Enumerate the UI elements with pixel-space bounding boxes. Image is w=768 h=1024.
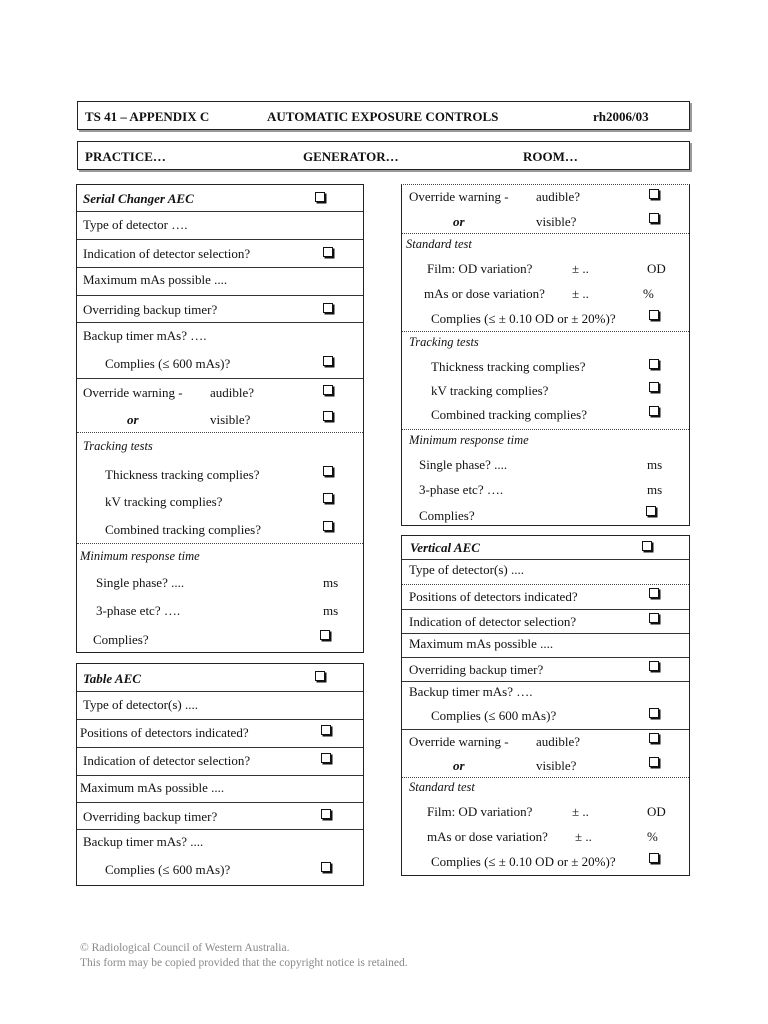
serial-override-label: Override warning - xyxy=(83,385,183,400)
cont-single-phase-label: Single phase? .... xyxy=(419,457,508,472)
form-code: TS 41 – APPENDIX C xyxy=(85,109,210,124)
vertical-visible-checkbox[interactable] xyxy=(649,757,659,767)
cont-combined-label: Combined tracking complies? xyxy=(431,407,587,422)
cont-mas-dose-label: mAs or dose variation? xyxy=(424,286,545,301)
table-complies-600-checkbox[interactable] xyxy=(321,862,331,872)
serial-audible-checkbox[interactable] xyxy=(323,385,333,395)
room-label: ROOM… xyxy=(523,149,578,164)
serial-indication-row xyxy=(77,240,363,268)
cont-thickness-label: Thickness tracking complies? xyxy=(431,359,586,374)
meta-bar xyxy=(77,141,690,170)
serial-kv-checkbox[interactable] xyxy=(323,493,333,503)
vertical-type-label: Type of detector(s) .... xyxy=(409,562,524,577)
copyright-text: © Radiological Council of Western Australia. xyxy=(80,942,290,954)
table-positions-label: Positions of detectors indicated? xyxy=(80,725,249,740)
serial-single-phase-label: Single phase? .... xyxy=(96,575,185,590)
table-enabled-checkbox[interactable] xyxy=(315,671,325,681)
serial-visible-checkbox[interactable] xyxy=(323,411,333,421)
vertical-max-mas-row xyxy=(402,634,689,658)
serial-or-label: or xyxy=(127,412,139,427)
vertical-backup-mas-row xyxy=(402,682,689,730)
vertical-indication-checkbox[interactable] xyxy=(649,613,659,623)
vertical-mas-dose-unit: % xyxy=(647,829,658,844)
vertical-indication-row xyxy=(402,610,689,634)
copy-notice-text: This form may be copied provided that the copyright notice is retained. xyxy=(80,957,408,969)
vertical-complies-600-label: Complies (≤ 600 mAs)? xyxy=(431,708,557,723)
vertical-backup-mas-label: Backup timer mAs? …. xyxy=(409,684,533,699)
table-max-mas-row xyxy=(77,776,363,803)
vertical-positions-row xyxy=(402,585,689,610)
table-title: Table AEC xyxy=(83,671,141,686)
footer xyxy=(80,941,408,971)
vertical-visible-label: visible? xyxy=(536,758,577,773)
cont-film-od-unit: OD xyxy=(647,261,666,276)
cont-tracking-heading: Tracking tests xyxy=(409,335,479,349)
vertical-enabled-checkbox[interactable] xyxy=(642,541,652,551)
cont-standard-row xyxy=(402,234,689,332)
table-indication-checkbox[interactable] xyxy=(321,753,331,763)
serial-type-label: Type of detector …. xyxy=(83,217,188,232)
cont-override-row xyxy=(402,185,689,234)
vertical-max-mas-label: Maximum mAs possible .... xyxy=(409,636,554,651)
serial-thickness-label: Thickness tracking complies? xyxy=(105,467,260,482)
table-backup-timer-label: Overriding backup timer? xyxy=(83,809,218,824)
vertical-mas-dose-pm: ± .. xyxy=(575,829,592,844)
serial-max-mas-label: Maximum mAs possible .... xyxy=(83,272,228,287)
cont-complies-od-label: Complies (≤ ± 0.10 OD or ± 20%)? xyxy=(431,311,616,326)
generator-label: GENERATOR… xyxy=(303,149,399,164)
vertical-standard-row xyxy=(402,778,689,874)
table-indication-row xyxy=(77,748,363,776)
serial-enabled-checkbox[interactable] xyxy=(315,192,325,202)
serial-thickness-checkbox[interactable] xyxy=(323,466,333,476)
table-backup-mas-row xyxy=(77,830,363,885)
cont-tracking-row xyxy=(402,332,689,430)
table-complies-600-label: Complies (≤ 600 mAs)? xyxy=(105,862,231,877)
cont-audible-label: audible? xyxy=(536,189,581,204)
vertical-film-od-unit: OD xyxy=(647,804,666,819)
cont-mas-dose-unit: % xyxy=(643,286,654,301)
cont-standard-heading: Standard test xyxy=(406,237,472,251)
vertical-film-od-pm: ± .. xyxy=(572,804,589,819)
serial-tracking-heading: Tracking tests xyxy=(83,439,153,453)
cont-complies-od-checkbox[interactable] xyxy=(649,310,659,320)
practice-label: PRACTICE… xyxy=(85,149,166,164)
serial-backup-timer-row xyxy=(77,296,363,323)
cont-visible-checkbox[interactable] xyxy=(649,213,659,223)
vertical-override-row xyxy=(402,730,689,778)
table-positions-row xyxy=(77,720,363,748)
cont-film-od-pm: ± .. xyxy=(572,261,589,276)
vertical-type-row xyxy=(402,560,689,585)
serial-indication-checkbox[interactable] xyxy=(323,247,333,257)
cont-audible-checkbox[interactable] xyxy=(649,189,659,199)
table-positions-checkbox[interactable] xyxy=(321,725,331,735)
serial-visible-label: visible? xyxy=(210,412,251,427)
serial-backup-timer-checkbox[interactable] xyxy=(323,303,333,313)
table-backup-timer-checkbox[interactable] xyxy=(321,809,331,819)
serial-complies-600-checkbox[interactable] xyxy=(323,356,333,366)
vertical-complies-od-label: Complies (≤ ± 0.10 OD or ± 20%)? xyxy=(431,854,616,869)
cont-thickness-checkbox[interactable] xyxy=(649,359,659,369)
vertical-backup-timer-label: Overriding backup timer? xyxy=(409,662,544,677)
serial-single-phase-unit: ms xyxy=(323,575,339,590)
vertical-mas-dose-label: mAs or dose variation? xyxy=(427,829,548,844)
serial-min-response-heading: Minimum response time xyxy=(80,549,200,563)
vertical-aec-section xyxy=(401,535,690,876)
vertical-standard-heading: Standard test xyxy=(409,780,475,794)
vertical-complies-600-checkbox[interactable] xyxy=(649,708,659,718)
cont-film-od-label: Film: OD variation? xyxy=(427,261,533,276)
serial-backup-mas-row xyxy=(77,323,363,379)
serial-three-phase-label: 3-phase etc? …. xyxy=(96,603,181,618)
vertical-complies-od-checkbox[interactable] xyxy=(649,853,659,863)
cont-complies-checkbox[interactable] xyxy=(646,506,656,516)
table-type-row xyxy=(77,692,363,720)
serial-changer-section xyxy=(76,184,364,653)
form-title: AUTOMATIC EXPOSURE CONTROLS xyxy=(267,109,499,124)
cont-complies-label: Complies? xyxy=(419,508,475,523)
serial-indication-label: Indication of detector selection? xyxy=(83,246,251,261)
cont-three-phase-unit: ms xyxy=(647,482,663,497)
cont-single-phase-unit: ms xyxy=(647,457,663,472)
vertical-backup-timer-checkbox[interactable] xyxy=(649,661,659,671)
serial-continuation-section xyxy=(401,184,690,526)
serial-audible-label: audible? xyxy=(210,385,255,400)
vertical-header-row xyxy=(402,536,689,560)
header-bar xyxy=(77,101,690,130)
serial-complies-600-label: Complies (≤ 600 mAs)? xyxy=(105,356,231,371)
vertical-title: Vertical AEC xyxy=(410,540,480,555)
table-indication-label: Indication of detector selection? xyxy=(83,753,251,768)
cont-or-label: or xyxy=(453,214,465,229)
vertical-positions-label: Positions of detectors indicated? xyxy=(409,589,578,604)
vertical-positions-checkbox[interactable] xyxy=(649,588,659,598)
serial-kv-label: kV tracking complies? xyxy=(105,494,223,509)
vertical-film-od-label: Film: OD variation? xyxy=(427,804,533,819)
serial-max-mas-row xyxy=(77,268,363,296)
table-type-label: Type of detector(s) .... xyxy=(83,697,198,712)
vertical-override-label: Override warning - xyxy=(409,734,509,749)
vertical-backup-timer-row xyxy=(402,658,689,682)
cont-combined-checkbox[interactable] xyxy=(649,406,659,416)
table-max-mas-label: Maximum mAs possible .... xyxy=(80,780,225,795)
cont-mas-dose-pm: ± .. xyxy=(572,286,589,301)
serial-type-row xyxy=(77,212,363,240)
vertical-or-label: or xyxy=(453,758,465,773)
serial-complies-label: Complies? xyxy=(93,632,149,647)
cont-min-response-heading: Minimum response time xyxy=(409,433,529,447)
table-backup-timer-row xyxy=(77,803,363,830)
cont-override-label: Override warning - xyxy=(409,189,509,204)
vertical-indication-label: Indication of detector selection? xyxy=(409,614,577,629)
serial-header-row xyxy=(77,185,363,212)
serial-complies-checkbox[interactable] xyxy=(320,630,330,640)
serial-three-phase-unit: ms xyxy=(323,603,339,618)
cont-kv-label: kV tracking complies? xyxy=(431,383,549,398)
form-revision: rh2006/03 xyxy=(593,109,649,124)
table-header-row xyxy=(77,664,363,692)
table-backup-mas-label: Backup timer mAs? .... xyxy=(83,834,204,849)
serial-combined-label: Combined tracking complies? xyxy=(105,522,261,537)
vertical-audible-label: audible? xyxy=(536,734,581,749)
serial-backup-mas-label: Backup timer mAs? …. xyxy=(83,328,207,343)
serial-combined-checkbox[interactable] xyxy=(323,521,333,531)
cont-visible-label: visible? xyxy=(536,214,577,229)
serial-tracking-row xyxy=(77,433,363,544)
serial-backup-timer-label: Overriding backup timer? xyxy=(83,302,218,317)
cont-min-response-row xyxy=(402,430,689,525)
serial-override-row xyxy=(77,379,363,433)
cont-kv-checkbox[interactable] xyxy=(649,382,659,392)
table-aec-section xyxy=(76,663,364,886)
vertical-audible-checkbox[interactable] xyxy=(649,733,659,743)
serial-title: Serial Changer AEC xyxy=(83,191,194,206)
serial-min-response-row xyxy=(77,544,363,652)
cont-three-phase-label: 3-phase etc? …. xyxy=(419,482,504,497)
